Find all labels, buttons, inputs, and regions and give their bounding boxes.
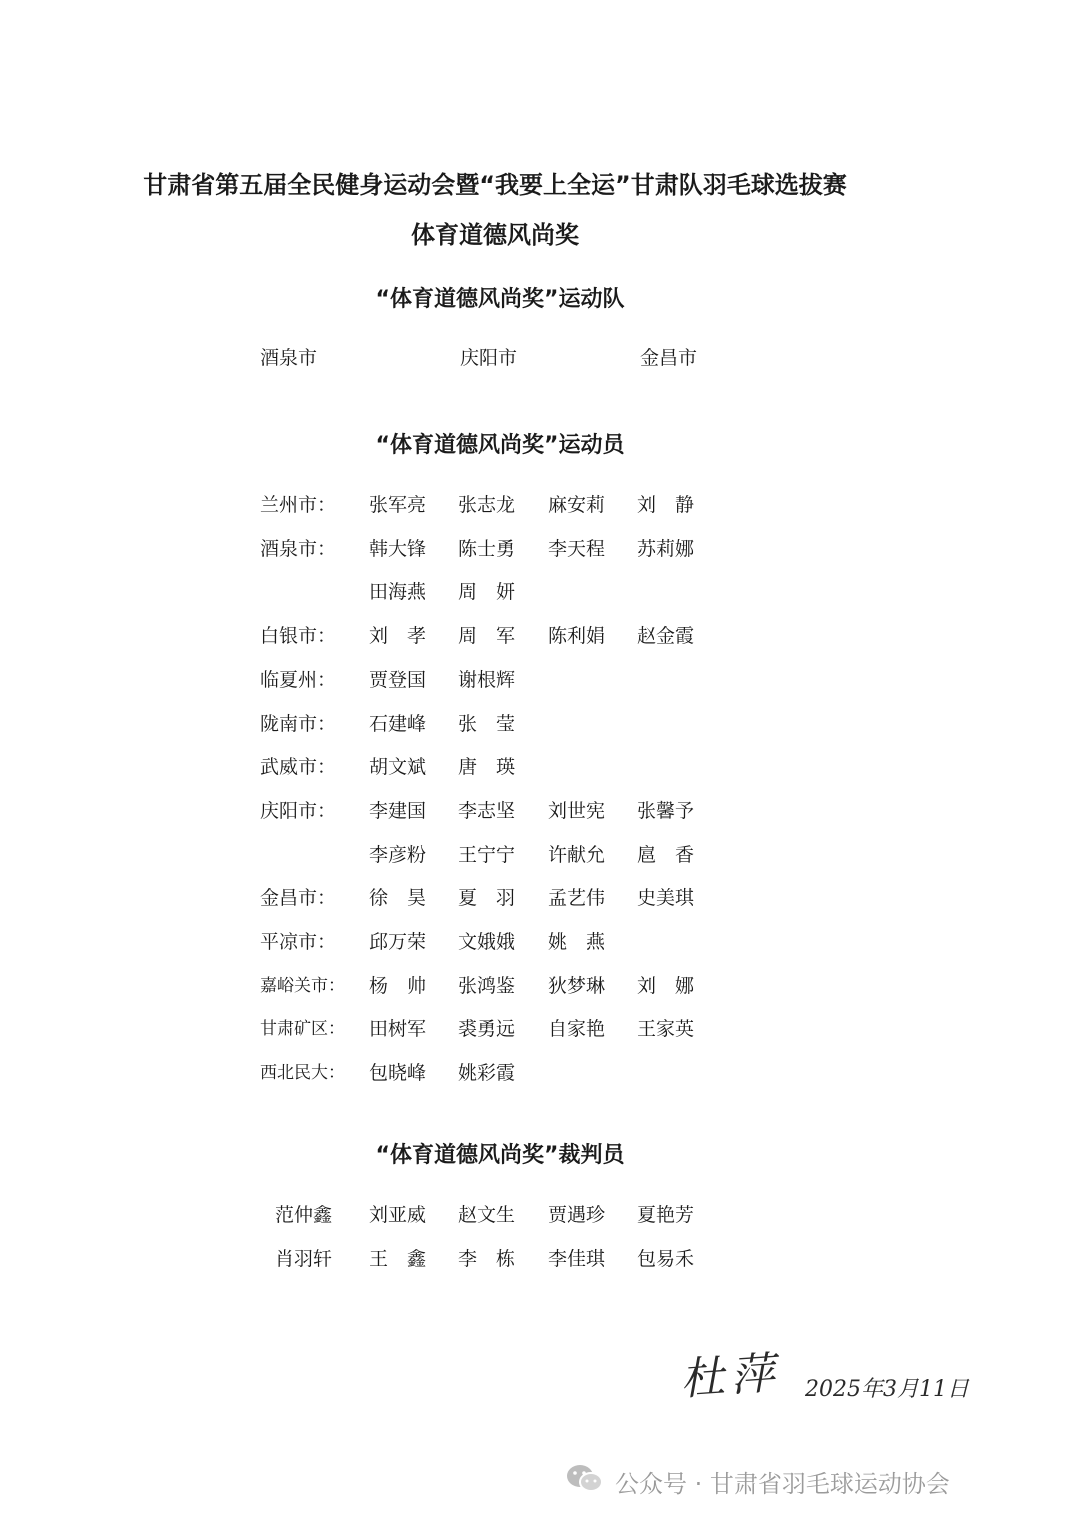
athlete-name: 扈 香 (637, 843, 695, 866)
athlete-name: 许献允 (548, 843, 606, 866)
athlete-name: 史美琪 (637, 887, 695, 910)
referee-name: 刘亚威 (369, 1204, 427, 1226)
athlete-region-label: 白银市： (260, 625, 337, 648)
athlete-name: 唐 瑛 (458, 756, 516, 779)
athlete-name: 李天程 (548, 537, 606, 560)
athlete-name: 姚彩霞 (458, 1062, 516, 1085)
athlete-name: 文娥娥 (458, 931, 516, 953)
athlete-name: 张 莹 (458, 712, 516, 735)
signature-date: 2025年3月11日 (805, 1377, 969, 1402)
athlete-name: 邱万荣 (369, 931, 427, 953)
athlete-name: 姚 燕 (548, 931, 606, 953)
athlete-name: 胡文斌 (369, 756, 427, 779)
athlete-name: 贾登国 (369, 668, 427, 691)
team-item: 酒泉市 (260, 347, 318, 369)
athlete-name: 徐 昊 (369, 887, 427, 910)
athlete-name: 周 妍 (458, 581, 516, 604)
referee-name: 包易禾 (637, 1248, 695, 1270)
athlete-name: 石建峰 (369, 712, 427, 735)
signature-name: 杜萍 (678, 1347, 782, 1406)
document-subtitle: 体育道德风尚奖 (411, 221, 579, 249)
athlete-name: 李建国 (369, 799, 427, 822)
athlete-name: 张馨予 (637, 799, 695, 822)
wechat-icon (565, 1462, 605, 1500)
athlete-name: 陈利娟 (548, 625, 606, 648)
referee-name: 范仲鑫 (275, 1204, 333, 1226)
referee-name: 王 鑫 (369, 1248, 427, 1270)
document-title: 甘肃省第五届全民健身运动会暨“我要上全运”甘肃队羽毛球选拔赛 (143, 171, 847, 199)
athlete-name: 张鸿鉴 (458, 974, 516, 997)
athlete-name: 包晓峰 (369, 1062, 427, 1085)
referee-name: 夏艳芳 (637, 1204, 695, 1226)
team-item: 金昌市 (640, 347, 698, 369)
referee-name: 肖羽轩 (275, 1248, 333, 1270)
athlete-name: 刘世宪 (548, 799, 606, 822)
athlete-name: 田树军 (369, 1018, 427, 1041)
athlete-name: 李志坚 (458, 799, 516, 822)
athlete-name: 麻安莉 (548, 494, 606, 516)
athlete-region-label: 兰州市： (260, 494, 337, 516)
referee-name: 李佳琪 (548, 1248, 606, 1270)
athlete-name: 裘勇远 (458, 1018, 516, 1041)
athlete-name: 韩大锋 (369, 537, 427, 560)
athlete-name: 刘 娜 (637, 974, 695, 997)
athlete-name: 夏 羽 (458, 887, 516, 910)
athlete-name: 刘 孝 (369, 625, 427, 648)
athletes-heading: “体育道德风尚奖”运动员 (375, 433, 625, 458)
athlete-region-label: 庆阳市： (260, 799, 337, 822)
athlete-name: 王家英 (637, 1018, 695, 1041)
athlete-name: 张志龙 (458, 494, 516, 516)
athlete-region-label: 金昌市： (260, 887, 337, 910)
referees-heading: “体育道德风尚奖”裁判员 (375, 1143, 625, 1168)
referee-name: 贾遇珍 (548, 1204, 606, 1226)
athlete-region-label: 陇南市： (260, 712, 337, 735)
athlete-name: 赵金霞 (637, 625, 695, 648)
athlete-region-label: 西北民大： (260, 1063, 345, 1084)
watermark-text: 公众号 · 甘肃省羽毛球运动协会 (615, 1469, 950, 1498)
athlete-region-label: 平凉市： (260, 931, 337, 953)
athlete-region-label: 嘉峪关市： (260, 975, 345, 996)
athlete-name: 李彦粉 (369, 843, 427, 866)
athlete-region-label: 酒泉市： (260, 537, 337, 560)
athlete-name: 田海燕 (369, 581, 427, 604)
athlete-name: 苏莉娜 (637, 537, 695, 560)
teams-heading: “体育道德风尚奖”运动队 (375, 287, 625, 312)
referee-name: 李 栋 (458, 1248, 516, 1270)
athlete-name: 孟艺伟 (548, 887, 606, 910)
athlete-name: 王宁宁 (458, 843, 516, 866)
athlete-name: 谢根辉 (458, 668, 516, 691)
watermark (565, 1462, 950, 1500)
referee-name: 赵文生 (458, 1204, 516, 1226)
athlete-region-label: 甘肃矿区： (260, 1019, 345, 1040)
athlete-region-label: 武威市： (260, 756, 337, 779)
team-item: 庆阳市 (460, 347, 518, 369)
athlete-name: 狄梦琳 (548, 974, 606, 997)
athlete-name: 周 军 (458, 625, 516, 648)
athlete-name: 张军亮 (369, 494, 427, 516)
athlete-name: 自家艳 (548, 1018, 606, 1041)
athlete-name: 杨 帅 (369, 974, 427, 997)
athlete-region-label: 临夏州： (260, 668, 337, 691)
athlete-name: 陈士勇 (458, 537, 516, 560)
athlete-name: 刘 静 (637, 494, 695, 516)
